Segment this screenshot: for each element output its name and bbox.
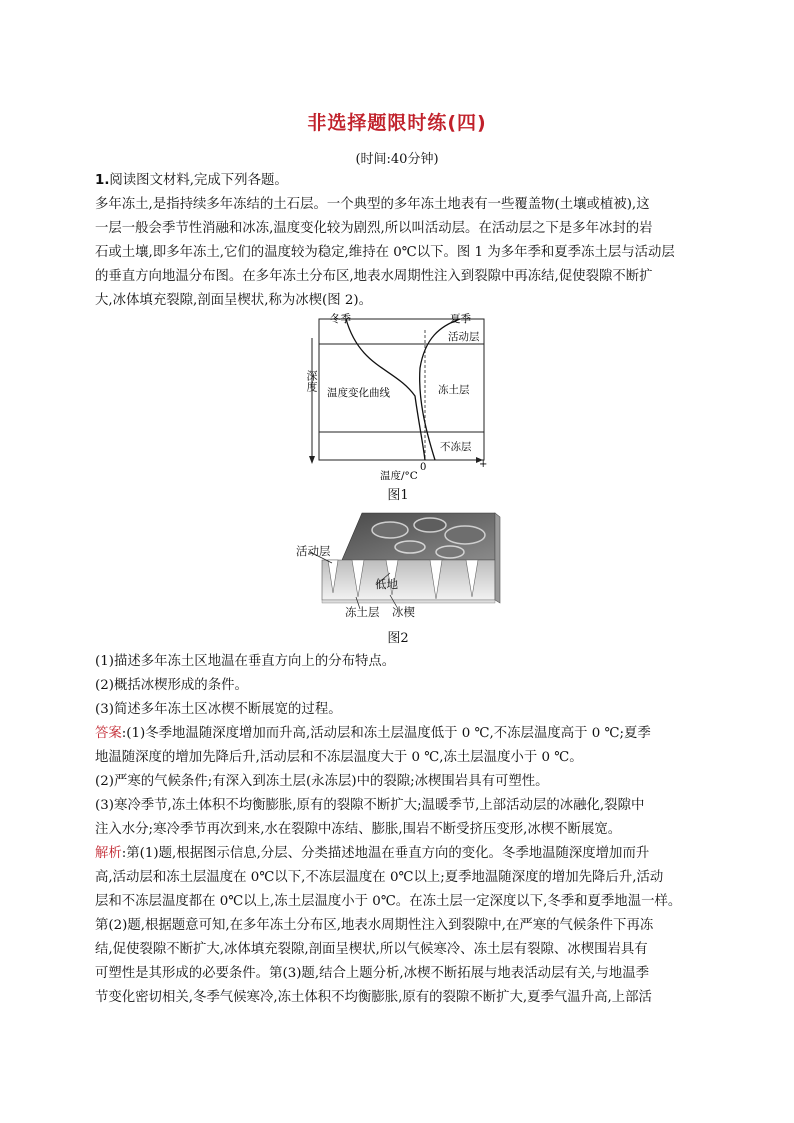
analysis-line [95, 845, 649, 863]
figure-2-caption: 图2 [387, 631, 409, 646]
x-axis-label: 温度/°C [380, 470, 418, 480]
analysis-line: 结,促使裂隙不断扩大,冰体填充裂隙,剖面呈楔状,所以气候寒冷、冻土层有裂隙、冰楔围岩具有 [95, 942, 648, 957]
figure-1-diagram [300, 308, 500, 480]
analysis-line: 高,活动层和冻土层温度在 0℃以下,不冻层温度在 0℃以上;夏季地温随深度的增加先降后升,活动 [95, 870, 664, 885]
material-line: 一层一般会季节性消融和冰冻,温度变化较为剧烈,所以叫活动层。在活动层之下是多年冰封的岩 [95, 221, 653, 236]
sub-question: (2)概括冰楔形成的条件。 [95, 678, 248, 693]
unfrozen-layer-label: 不冻层 [440, 441, 472, 453]
analysis-label: 解析 [95, 846, 122, 861]
answer-line: 地温随深度的增加先降后升,活动层和不冻层温度大于 0 ℃,冻土层温度小于 0 ℃。 [95, 750, 583, 765]
analysis-line: 第(2)题,根据题意可知,在多年冻土分布区,地表水周期性注入到裂隙中,在严寒的气候条件下再冻 [95, 918, 654, 933]
question-heading [95, 172, 288, 190]
answer-line: 注入水分;寒冷季节再次到来,水在裂隙中冻结、膨胀,围岩不断受挤压变形,冰楔不断展宽。 [95, 822, 622, 837]
answer-line: (3)寒冷季节,冻土体积不均衡膨胀,原有的裂隙不断扩大;温暖季节,上部活动层的冰融化,裂隙中 [95, 798, 645, 813]
curve-label: 温度变化曲线 [327, 387, 390, 399]
sub-question: (1)描述多年冻土区地温在垂直方向上的分布特点。 [95, 654, 396, 669]
page-title: 非选择题限时练(四) [307, 112, 487, 134]
analysis-line: 可塑性是其形成的必要条件。第(3)题,结合上题分析,冰楔不断拓展与地表活动层有关,与地温季 [95, 966, 649, 981]
frozen-layer-label: 冻土层 [438, 384, 470, 396]
material-line: 石或土壤,即多年冻土,它们的温度较为稳定,维持在 0℃以下。图 1 为多年季和夏季冻土层与活动层 [95, 245, 675, 260]
active-layer-label: 活动层 [448, 331, 480, 343]
figure-1-caption: 图1 [387, 488, 409, 503]
answer-text: :(1)冬季地温随深度增加而升高,活动层和冻土层温度低于 0 ℃,不冻层温度高于 0 ℃;夏季 [121, 726, 651, 741]
answer-label: 答案 [95, 726, 122, 741]
question-number: 1. [95, 173, 110, 188]
analysis-text: :第(1)题,根据图示信息,分层、分类描述地温在垂直方向的变化。冬季地温随深度增加而升 [121, 846, 650, 861]
answer-line [95, 725, 651, 743]
zero-label: 0 [420, 462, 427, 473]
winter-label: 冬季 [330, 313, 351, 325]
material-line: 多年冻土,是指持续多年冻结的土石层。一个典型的多年冻土地表有一些覆盖物(土壤或植被),这 [95, 197, 650, 212]
answer-line: (2)严寒的气候条件;有深入到冻土层(永冻层)中的裂隙;冰楔围岩具有可塑性。 [95, 774, 549, 789]
fig2-lowland-label: 低地 [375, 577, 398, 591]
time-limit: (时间:40分钟) [355, 152, 439, 167]
depth-label: 深度 [305, 370, 318, 392]
analysis-line: 节变化密切相关,冬季气候寒冷,冻土体积不均衡膨胀,原有的裂隙不断扩大,夏季气温升高,上部活 [95, 990, 652, 1005]
fig2-active-layer-label: 活动层 [296, 544, 331, 558]
fig2-frozen-layer-label: 冻土层 [345, 605, 380, 619]
fig2-ice-wedge-label: 冰楔 [392, 605, 415, 619]
analysis-line: 层和不冻层温度都在 0℃以上,冻土层温度小于 0℃。在冻土层一定深度以下,冬季和夏季地温一样。 [95, 894, 682, 909]
material-line: 大,冰体填充裂隙,剖面呈楔状,称为冰楔(图 2)。 [95, 293, 373, 308]
material-line: 的垂直方向地温分布图。在多年冻土分布区,地表水周期性注入到裂隙中再冻结,促使裂隙不断扩 [95, 269, 653, 284]
sub-question: (3)简述多年冻土区冰楔不断展宽的过程。 [95, 702, 342, 717]
plus-label: + [479, 459, 488, 470]
question-prompt: 阅读图文材料,完成下列各题。 [109, 173, 288, 188]
summer-label: 夏季 [450, 313, 471, 325]
